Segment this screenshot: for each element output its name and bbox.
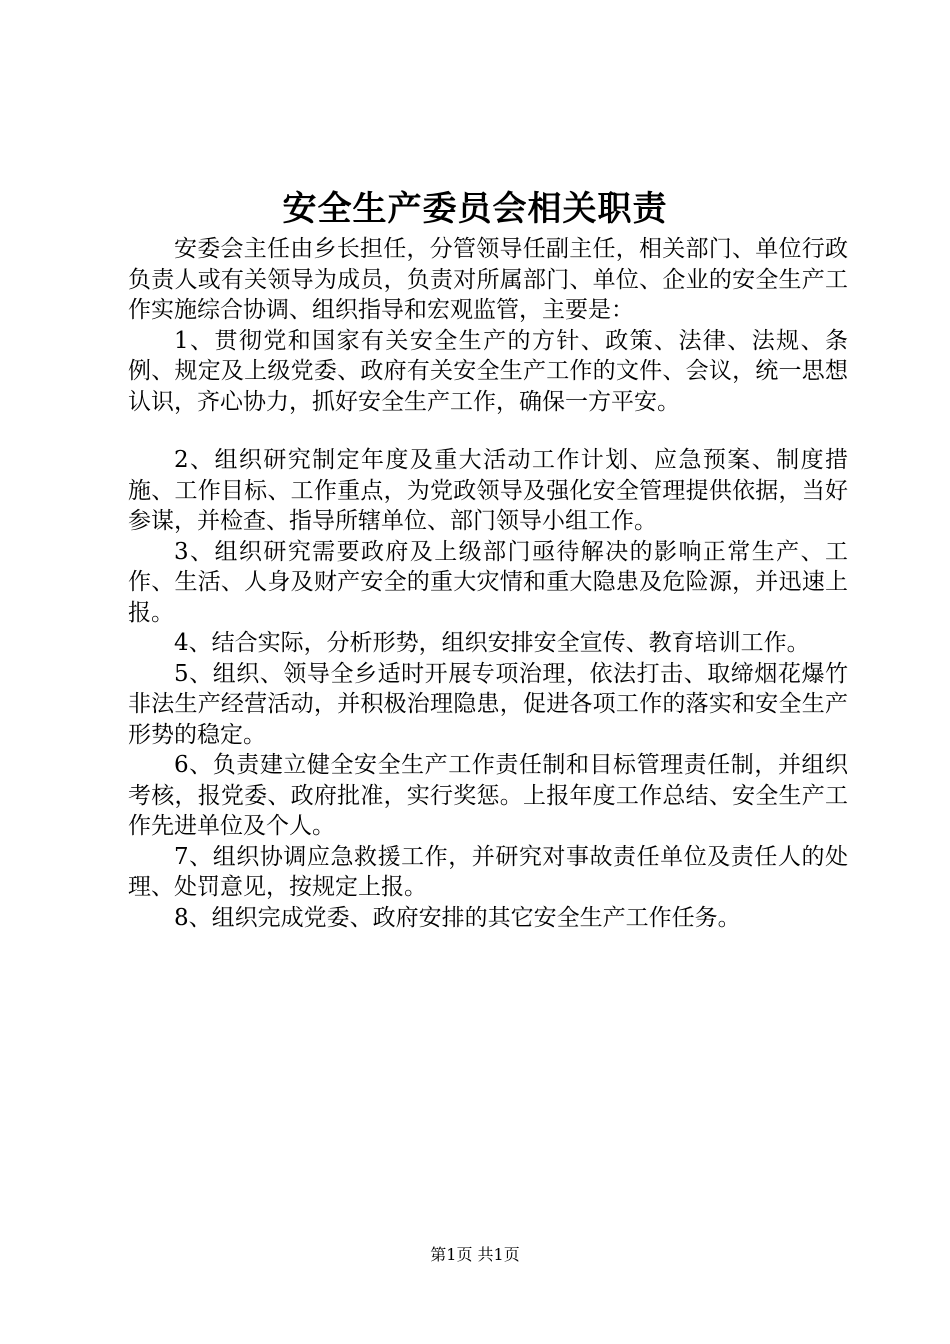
document-title: 安全生产委员会相关职责 — [282, 189, 668, 229]
duty-item-7: 7、组织协调应急救援工作，并研究对事故责任单位及责任人的处理、处罚意见，按规定上报。 — [128, 843, 848, 900]
intro-paragraph: 安委会主任由乡长担任，分管领导任副主任，相关部门、单位行政负责人或有关领导为成员，负责对所属部门、单位、企业的安全生产工作实施综合协调、组织指导和宏观监管，主要是： — [128, 236, 848, 323]
duty-item-1: 1、贯彻党和国家有关安全生产的方针、政策、法律、法规、条例、规定及上级党委、政府有关安全生产工作的文件、会议，统一思想认识，齐心协力，抓好安全生产工作，确保一方平安。 — [128, 327, 848, 415]
duty-item-2: 2、组织研究制定年度及重大活动工作计划、应急预案、制度措施、工作目标、工作重点，为党政领导及强化安全管理提供依据，当好参谋，并检查、指导所辖单位、部门领导小组工作。 — [128, 447, 848, 534]
duty-item-5: 5、组织、领导全乡适时开展专项治理，依法打击、取缔烟花爆竹非法生产经营活动，并积极治理隐患，促进各项工作的落实和安全生产形势的稳定。 — [128, 660, 848, 748]
page-footer: 第1页 共1页 — [430, 1245, 520, 1264]
duty-item-6: 6、负责建立健全安全生产工作责任制和目标管理责任制，并组织考核，报党委、政府批准，实行奖惩。上报年度工作总结、安全生产工作先进单位及个人。 — [128, 752, 848, 839]
duty-item-4: 4、结合实际，分析形势，组织安排安全宣传、教育培训工作。 — [174, 630, 810, 656]
duty-item-3: 3、组织研究需要政府及上级部门亟待解决的影响正常生产、工作、生活、人身及财产安全的重大灾情和重大隐患及危险源，并迅速上报。 — [128, 538, 848, 626]
duty-item-8: 8、组织完成党委、政府安排的其它安全生产工作任务。 — [174, 904, 741, 931]
document-body — [128, 234, 848, 933]
